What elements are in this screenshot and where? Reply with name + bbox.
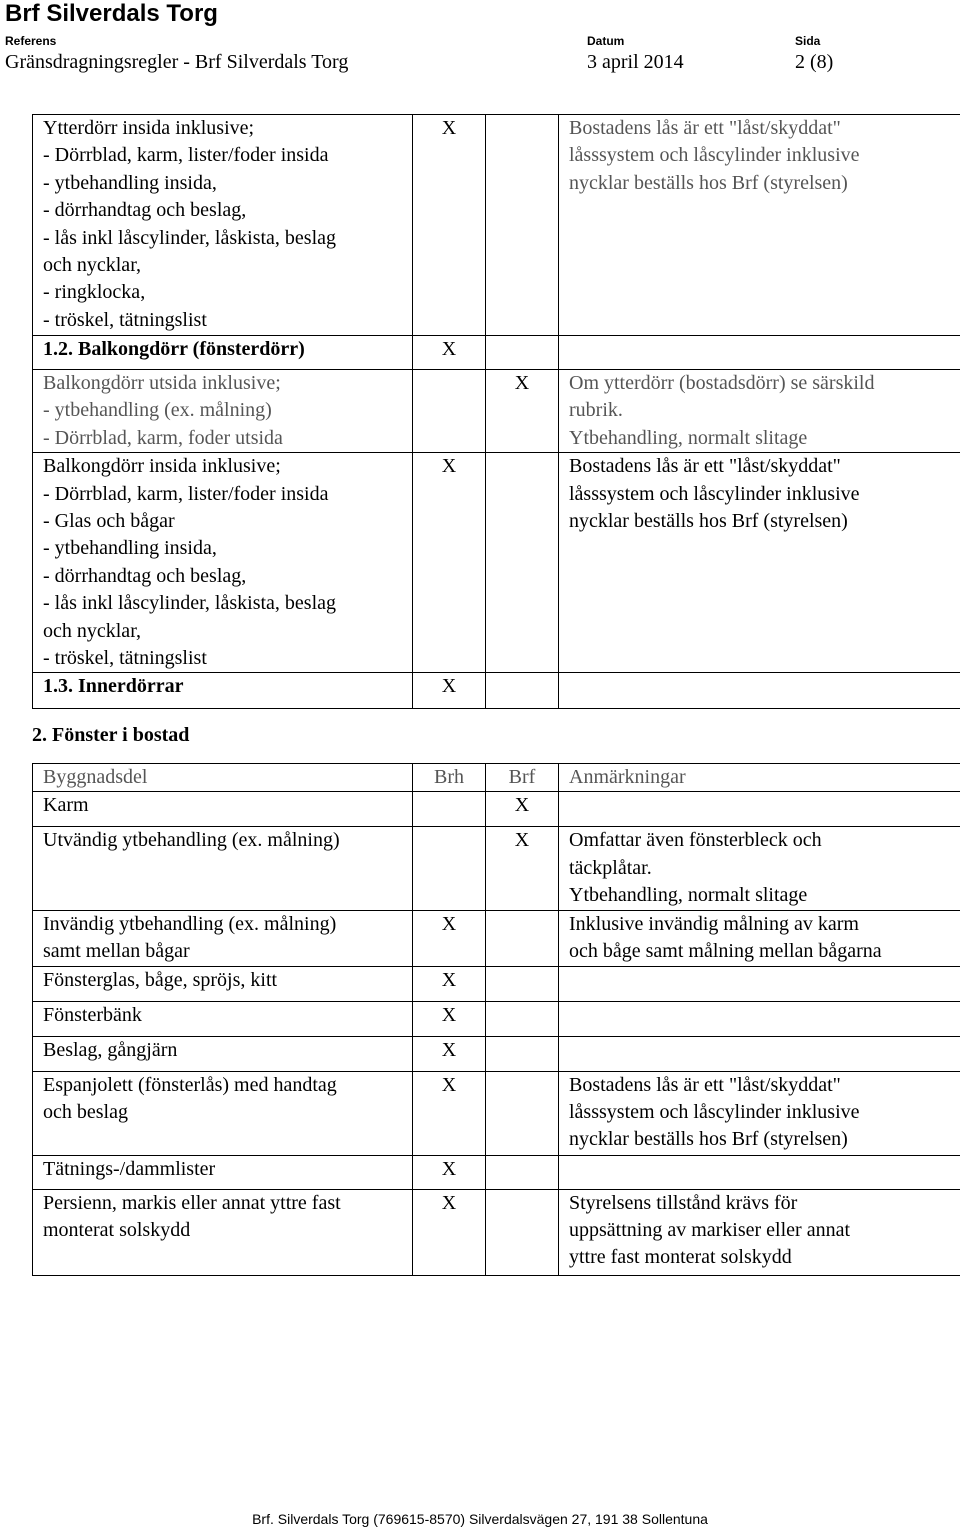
date-label: Datum	[587, 34, 625, 48]
brf-cell	[486, 966, 559, 1001]
part-cell: Tätnings-/dammlister	[33, 1155, 413, 1189]
date-value: 3 april 2014	[587, 51, 684, 73]
reference-value: Gränsdragningsregler - Brf Silverdals Torg	[5, 51, 349, 73]
part-cell: Invändig ytbehandling (ex. målning) samt mellan bågar	[33, 910, 413, 966]
brh-cell: X	[413, 1071, 486, 1155]
page-value: 2 (8)	[795, 51, 834, 73]
part-cell: Ytterdörr insida inklusive; - Dörrblad, karm, lister/foder insida - ytbehandling insida, - dörrhandtag och beslag, - lås inkl låscylinder, låskista, beslag och nycklar, - ringklocka, - tröskel, tätningslist	[33, 115, 413, 336]
brf-cell	[486, 1001, 559, 1036]
section-heading: 2. Fönster i bostad	[32, 724, 190, 746]
brh-cell	[413, 827, 486, 910]
brh-cell: X	[413, 453, 486, 673]
brh-cell: X	[413, 673, 486, 709]
window-responsibility-table	[32, 763, 960, 1276]
note-cell: Bostadens lås är ett "låst/skyddat" låsssystem och låscylinder inklusive nycklar beställs hos Brf (styrelsen)	[559, 115, 960, 336]
brh-cell	[413, 370, 486, 453]
brf-cell	[486, 673, 559, 709]
column-header-notes: Anmärkningar	[559, 764, 960, 792]
note-cell: Om ytterdörr (bostadsdörr) se särskild rubrik. Ytbehandling, normalt slitage	[559, 370, 960, 453]
table-row	[33, 370, 960, 453]
brh-cell: X	[413, 910, 486, 966]
column-header-brf: Brf	[486, 764, 559, 792]
note-cell: Omfattar även fönsterbleck och täckplåtar. Ytbehandling, normalt slitage	[559, 827, 960, 910]
section-heading-cell: 1.2. Balkongdörr (fönsterdörr)	[33, 336, 413, 370]
brh-cell: X	[413, 115, 486, 336]
note-cell	[559, 1001, 960, 1036]
part-cell: Utvändig ytbehandling (ex. målning)	[33, 827, 413, 910]
brh-cell: X	[413, 336, 486, 370]
part-cell: Beslag, gångjärn	[33, 1036, 413, 1071]
table-row	[33, 1001, 960, 1036]
table-row	[33, 115, 960, 336]
column-header-part: Byggnadsdel	[33, 764, 413, 792]
table-row	[33, 1071, 960, 1155]
table-row	[33, 1155, 960, 1189]
brf-cell	[486, 910, 559, 966]
section-heading-cell: 1.3. Innerdörrar	[33, 673, 413, 709]
brh-cell: X	[413, 1155, 486, 1189]
part-cell: Balkongdörr insida inklusive; - Dörrblad, karm, lister/foder insida - Glas och bågar - ytbehandling insida, - dörrhandtag och beslag, - lås inkl låscylinder, låskista, beslag och nycklar, - tröskel, tätningslist	[33, 453, 413, 673]
brh-cell: X	[413, 966, 486, 1001]
company-name: Brf Silverdals Torg	[5, 0, 218, 27]
brf-cell	[486, 1189, 559, 1275]
table-row	[33, 453, 960, 673]
table-row	[33, 1189, 960, 1275]
brf-cell	[486, 453, 559, 673]
note-cell	[559, 673, 960, 709]
brf-cell	[486, 336, 559, 370]
part-cell: Fönsterglas, båge, spröjs, kitt	[33, 966, 413, 1001]
note-cell: Bostadens lås är ett "låst/skyddat" låsssystem och låscylinder inklusive nycklar beställs hos Brf (styrelsen)	[559, 1071, 960, 1155]
column-header-brh: Brh	[413, 764, 486, 792]
table-row	[33, 673, 960, 709]
page-label: Sida	[795, 34, 821, 48]
brf-cell	[486, 1071, 559, 1155]
note-cell	[559, 792, 960, 827]
table-row	[33, 910, 960, 966]
reference-label: Referens	[5, 34, 57, 48]
note-cell: Styrelsens tillstånd krävs för uppsättning av markiser eller annat yttre fast monterat solskydd	[559, 1189, 960, 1275]
note-cell	[559, 966, 960, 1001]
table-row	[33, 336, 960, 370]
note-cell	[559, 336, 960, 370]
brh-cell	[413, 792, 486, 827]
brf-cell	[486, 1155, 559, 1189]
door-responsibility-table	[32, 114, 960, 709]
note-cell: Inklusive invändig målning av karm och båge samt målning mellan bågarna	[559, 910, 960, 966]
page-footer: Brf. Silverdals Torg (769615-8570) Silverdalsvägen 27, 191 38 Sollentuna	[252, 1511, 708, 1527]
table-row	[33, 1036, 960, 1071]
part-cell: Espanjolett (fönsterlås) med handtag och beslag	[33, 1071, 413, 1155]
brf-cell	[486, 1036, 559, 1071]
brh-cell: X	[413, 1036, 486, 1071]
part-cell: Fönsterbänk	[33, 1001, 413, 1036]
table-header-row	[33, 764, 960, 792]
note-cell	[559, 1036, 960, 1071]
table-row	[33, 966, 960, 1001]
table-row	[33, 827, 960, 910]
brf-cell: X	[486, 827, 559, 910]
part-cell: Karm	[33, 792, 413, 827]
brh-cell: X	[413, 1001, 486, 1036]
brf-cell	[486, 115, 559, 336]
part-cell: Persienn, markis eller annat yttre fast monterat solskydd	[33, 1189, 413, 1275]
brf-cell: X	[486, 370, 559, 453]
note-cell: Bostadens lås är ett "låst/skyddat" låsssystem och låscylinder inklusive nycklar beställs hos Brf (styrelsen)	[559, 453, 960, 673]
brf-cell: X	[486, 792, 559, 827]
brh-cell: X	[413, 1189, 486, 1275]
table-row	[33, 792, 960, 827]
note-cell	[559, 1155, 960, 1189]
part-cell: Balkongdörr utsida inklusive; - ytbehandling (ex. målning) - Dörrblad, karm, foder utsida	[33, 370, 413, 453]
